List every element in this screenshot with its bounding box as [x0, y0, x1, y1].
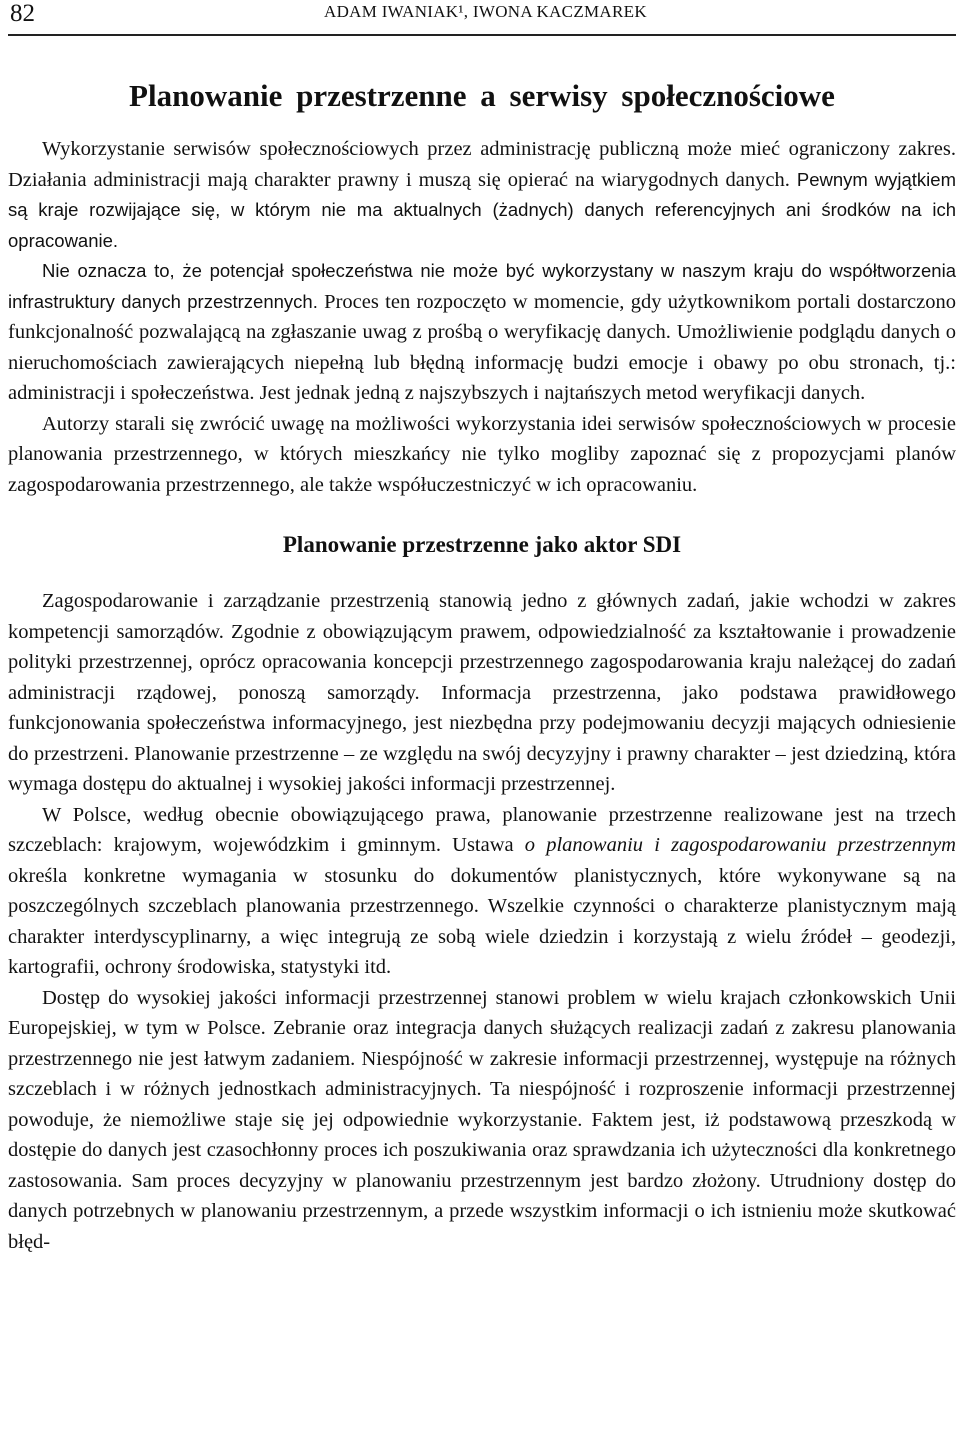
paragraph-text: Proces ten rozpoczęto w momencie, gdy użytkownikom portali dostarczono funkcjonalność pozwalającą na zgłaszanie uwag z prośbą o weryfikację danych. Umożliwienie podglądu danych o nieruchomościach zawierających niepełną lub błędną informację budzi emocje i obawy po obu stronach, tj.: administracji i społeczeństwa. Jest jednak jedną z najszybszych i najtańszych metod weryfikacji danych. — [8, 290, 956, 404]
paragraph — [8, 800, 956, 983]
paragraph-text-sans: Nie oznacza to, że potencjał społeczeństwa nie może być wykorzystany w naszym kraju do współtworzenia infrastruktury danych przestrzennych. — [8, 260, 956, 312]
paragraph — [8, 256, 956, 409]
paragraph: Zagospodarowanie i zarządzanie przestrzenią stanowią jedno z głównych zadań, jakie wchodzi w zakres kompetencji samorządów. Zgodnie z obowiązującym prawem, odpowiedzialność za kształtowanie i prowadzenie polityki przestrzennej, oprócz opracowania koncepcji przestrzennego zagospodarowania kraju należącej do zadań administracji rządowej, ponoszą samorządy. Informacja przestrzenna, jako podstawa prawidłowego funkcjonowania społeczeństwa informacyjnego, jest niezbędna przy podejmowaniu decyzji mających odniesienie do przestrzeni. Planowanie przestrzenne – ze względu na swój decyzyjny i prawny charakter – jest dziedziną, która wymaga dostępu do aktualnej i wysokiej jakości informacji przestrzennej. — [8, 590, 956, 795]
law-title-italic: o planowaniu i zagospodarowaniu przestrzennym — [524, 834, 956, 856]
paragraph: Autorzy starali się zwrócić uwagę na możliwości wykorzystania idei serwisów społecznościowych w procesie planowania przestrzennego, w których mieszkańcy nie tylko mogliby zapoznać się z propozycjami planów zagospodarowania przestrzennego, ale także współuczestniczyć w ich opracowaniu. — [8, 412, 956, 496]
paragraph-text-sans: Pewnym wyjątkiem są kraje rozwijające się, w którym nie ma aktualnych (żadnych) danych referencyjnych ani środków na ich opracowanie. — [8, 168, 956, 251]
page-number: 82 — [10, 0, 35, 27]
paragraph — [8, 134, 956, 256]
section-heading: Planowanie przestrzenne jako aktor SDI — [282, 532, 682, 557]
section-body — [8, 586, 956, 1257]
running-header-authors: ADAM IWANIAK¹, IWONA KACZMAREK — [324, 2, 647, 21]
running-header — [8, 0, 956, 36]
paragraph-text: W Polsce, według obecnie obowiązującego prawa, planowanie przestrzenne realizowane jest na trzech szczeblach: krajowym, wojewódzkim i gminnym. Ustawa — [8, 803, 956, 856]
paragraph-text: określa konkretne wymagania w stosunku do dokumentów planistycznych, które wykonywane są na poszczególnych szczeblach planowania przestrzennego. Wszelkie czynności o charakterze planistycznym mają charakter interdyscyplinarny, a więc integrują ze sobą wiele dziedzin i korzystają z wielu źródeł – geodezji, kartografii, ochrony środowiska, statystyki itd. — [8, 864, 956, 978]
intro-section — [8, 134, 956, 500]
paragraph: Dostęp do wysokiej jakości informacji przestrzennej stanowi problem w wielu krajach członkowskich Unii Europejskiej, w tym w Polsce. Zebranie oraz integracja danych służących realizacji zadań z zakresu planowania przestrzennego nie jest łatwym zadaniem. Niespójność w zakresie informacji przestrzennej, występuje na różnych szczeblach i w różnych jednostkach administracyjnych. Ta niespójność i rozproszenie informacji przestrzennej powoduje, że niemożliwe staje się jej odpowiednie wykorzystanie. Faktem jest, iż podstawową przeszkodą w dostępie do danych jest czasochłonny proces ich poszukiwania oraz sprawdzania ich użyteczności dla konkretnego zastosowania. Sam proces decyzyjny w planowaniu przestrzennym jest bardzo złożony. Utrudniony dostęp do danych potrzebnych w planowaniu przestrzennym, a przede wszystkim informacji o ich istnieniu może skutkować błęd- — [8, 986, 956, 1253]
article-title: Planowanie przestrzenne a serwisy społecznościowe — [129, 78, 835, 113]
paragraph-text: Wykorzystanie serwisów społecznościowych przez administrację publiczną może mieć ograniczony zakres. Działania administracji mają charakter prawny i muszą się opierać na wiarygodnych danych. — [8, 138, 956, 191]
